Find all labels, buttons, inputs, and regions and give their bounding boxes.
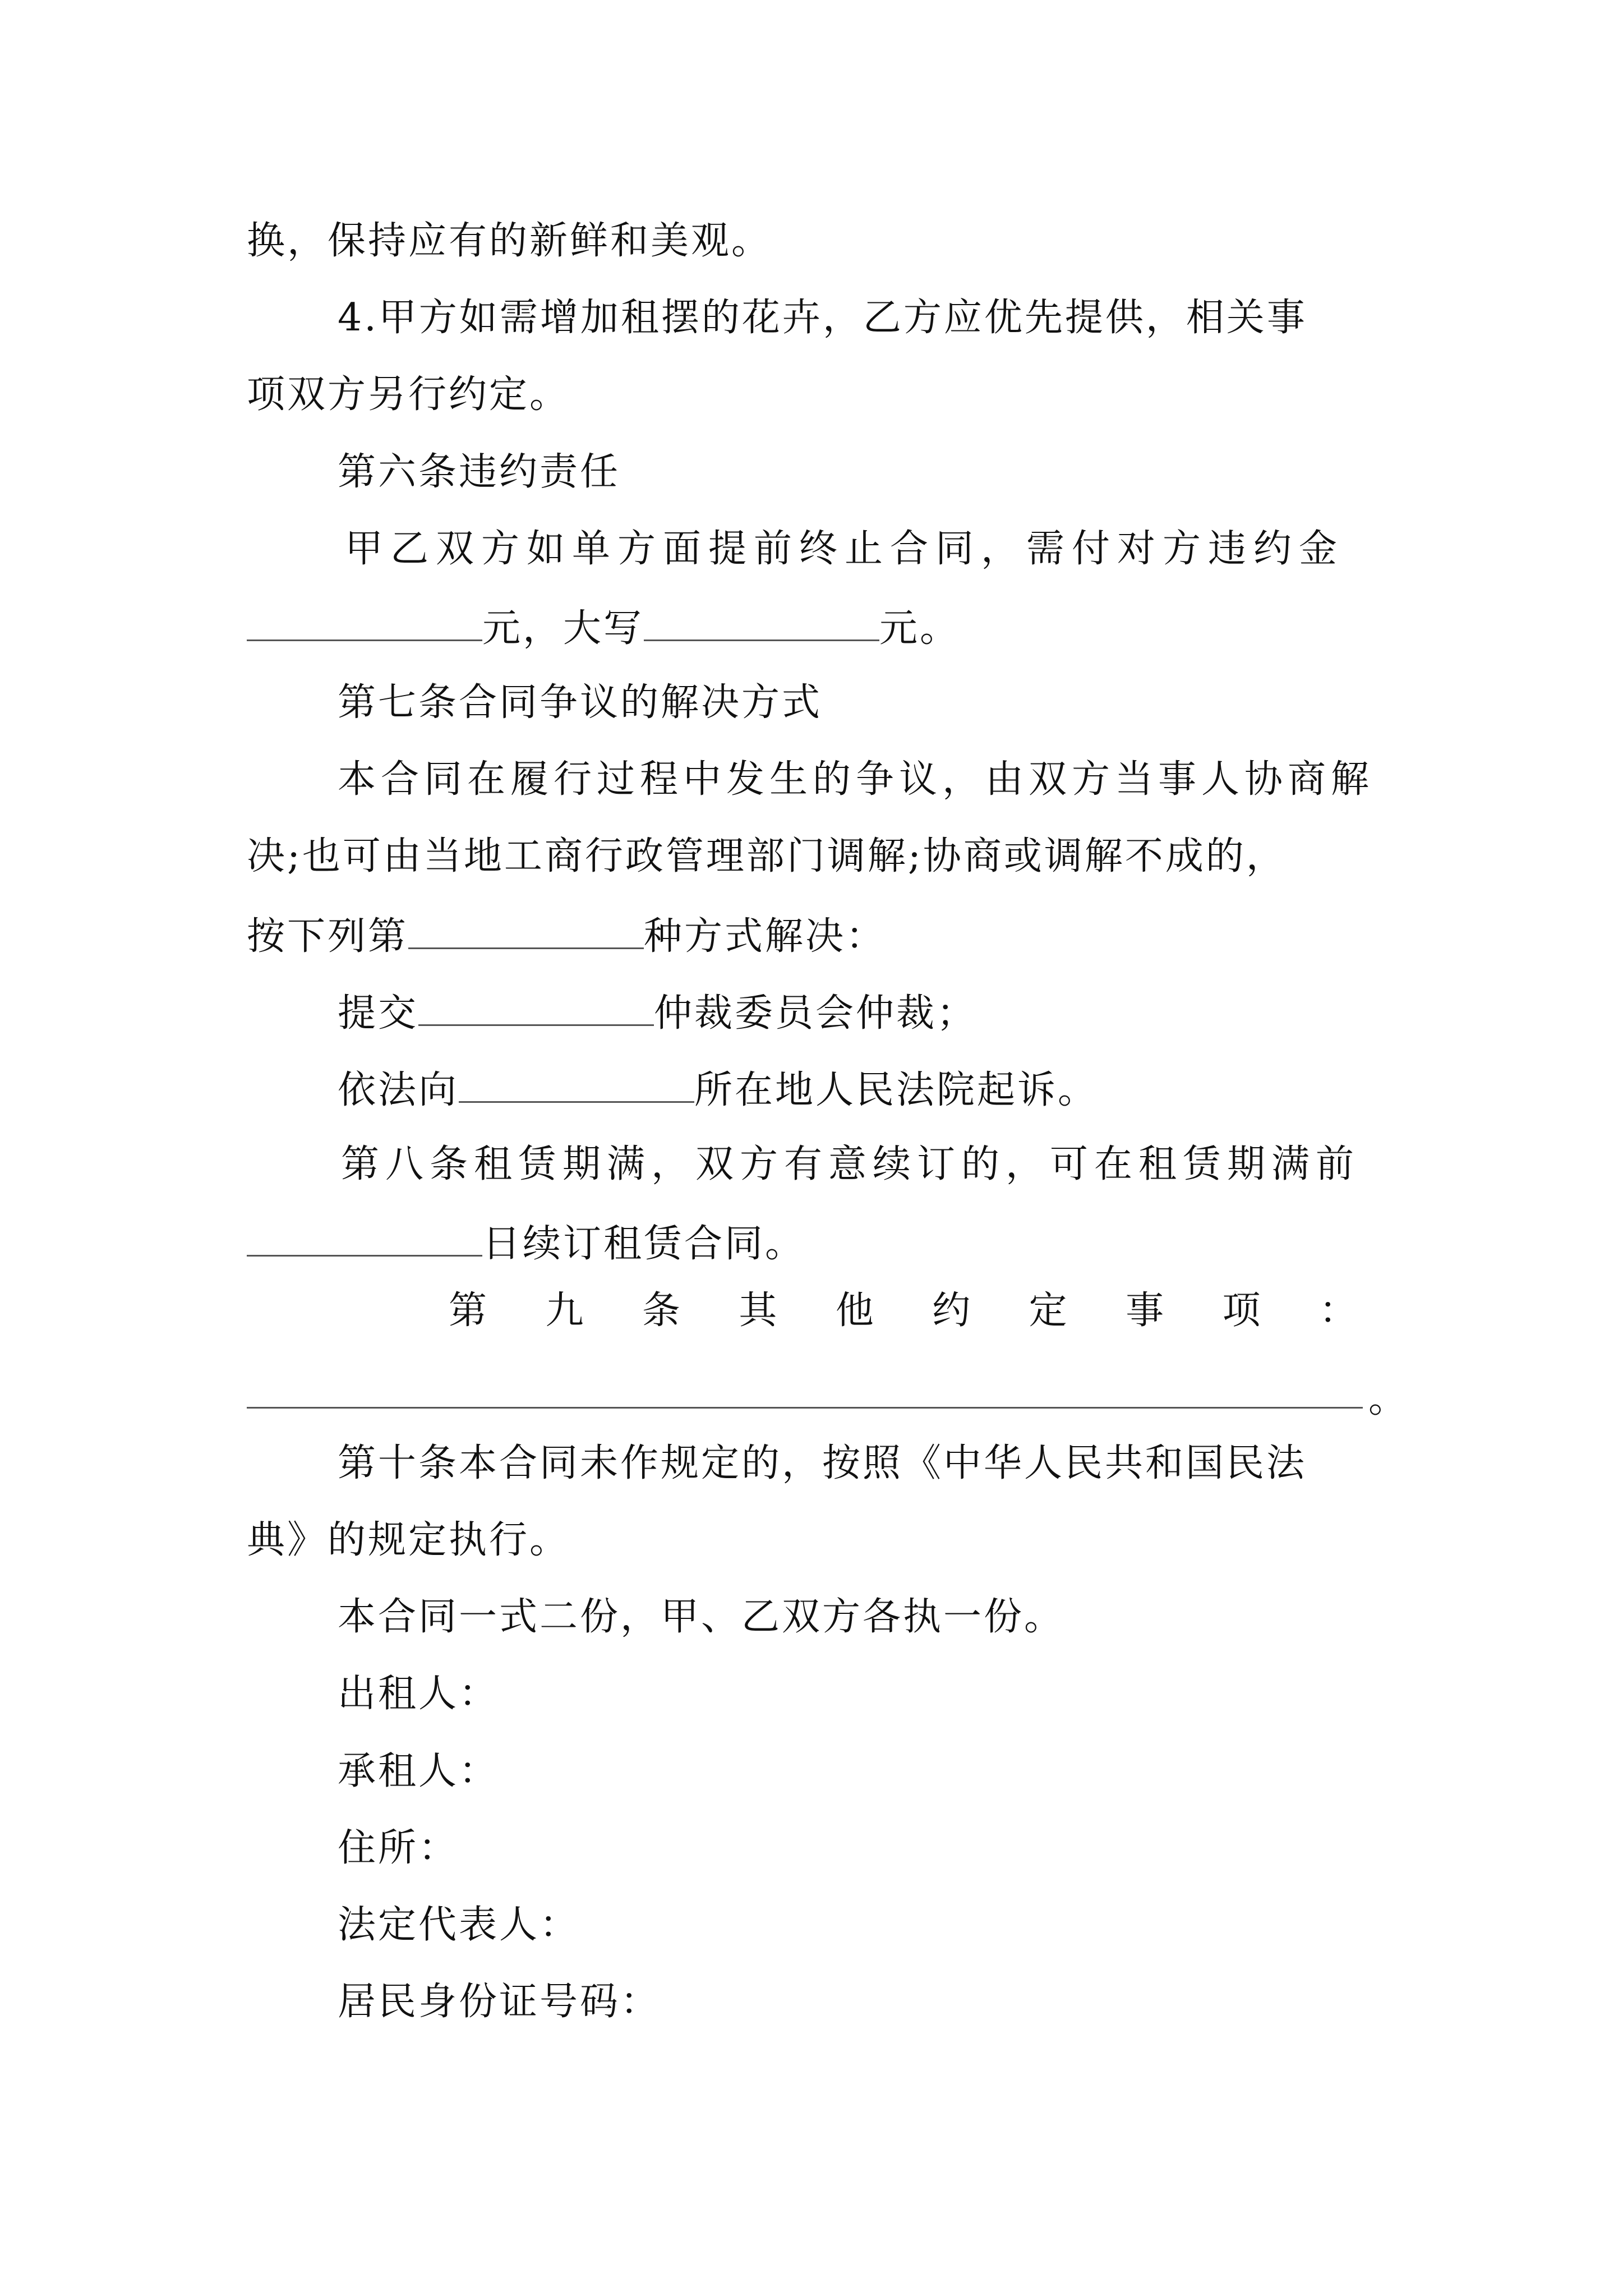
article-9-char: 项 xyxy=(1222,1289,1261,1333)
article-7-line-3 xyxy=(247,914,887,959)
article-8-line-1: 第八条租赁期满，双方有意续订的，可在租赁期满前 xyxy=(341,1142,1361,1186)
clause-4-line-2: 项双方另行约定。 xyxy=(247,372,570,417)
article-9-char: 九 xyxy=(545,1289,584,1333)
article-9-char: 定 xyxy=(1029,1289,1067,1333)
method-number-blank[interactable] xyxy=(408,915,644,949)
legal-representative-label: 法定代表人： xyxy=(338,1903,580,1947)
litigation-suffix: 所在地人民法院起诉。 xyxy=(694,1068,1099,1112)
arbitration-option xyxy=(338,991,978,1036)
article-7-title: 第七条合同争议的解决方式 xyxy=(338,680,823,725)
article-9-char: 条 xyxy=(642,1289,680,1333)
method-suffix: 种方式解决： xyxy=(644,914,887,959)
article-9-char: 其 xyxy=(739,1289,777,1333)
article-9-char: 事 xyxy=(1126,1289,1164,1333)
litigation-prefix: 依法向 xyxy=(338,1068,459,1112)
article-9-char: 他 xyxy=(835,1289,874,1333)
clause-4-line-1: 4.甲方如需增加租摆的花卉，乙方应优先提供，相关事 xyxy=(338,296,1307,340)
other-matters-blank[interactable] xyxy=(247,1407,1363,1409)
yuan-end-label: 元。 xyxy=(879,606,961,651)
article-9-end: 。 xyxy=(1368,1377,1407,1421)
article-6-line-1: 甲乙双方如单方面提前终止合同，需付对方违约金 xyxy=(345,527,1345,571)
article-9-title xyxy=(449,1289,1357,1333)
renewal-suffix: 日续订租赁合同。 xyxy=(482,1222,806,1266)
article-6-title: 第六条违约责任 xyxy=(338,450,621,494)
article-6-line-2 xyxy=(247,606,961,651)
article-9-char: ： xyxy=(1318,1289,1357,1333)
article-7-line-2: 决;也可由当地工商行政管理部门调解;协商或调解不成的， xyxy=(247,834,1287,878)
renewal-days-blank[interactable] xyxy=(247,1222,482,1257)
yuan-capital-label: 元，大写 xyxy=(482,606,644,651)
id-number-label: 居民身份证号码： xyxy=(338,1980,661,2024)
article-10-line-1: 第十条本合同未作规定的，按照《中华人民共和国民法 xyxy=(338,1441,1307,1485)
address-label: 住所： xyxy=(338,1826,459,1870)
arbitration-committee-blank[interactable] xyxy=(418,992,654,1026)
article-10-line-2: 典》的规定执行。 xyxy=(247,1518,570,1562)
article-7-line-1: 本合同在履行过程中发生的争议，由双方当事人协商解 xyxy=(338,757,1375,802)
penalty-capital-blank[interactable] xyxy=(644,607,879,641)
arbitration-prefix: 提交 xyxy=(338,991,419,1036)
arbitration-suffix: 仲裁委员会仲裁； xyxy=(654,991,978,1036)
copies-statement: 本合同一式二份，甲、乙双方各执一份。 xyxy=(338,1595,1065,1639)
article-8-line-2 xyxy=(247,1222,806,1266)
method-prefix: 按下列第 xyxy=(247,914,409,959)
article-9-char: 第 xyxy=(449,1289,487,1333)
lessor-label: 出租人： xyxy=(338,1672,500,1716)
article-9-char: 约 xyxy=(932,1289,971,1333)
litigation-option xyxy=(338,1069,1098,1110)
clause-3-tail: 换，保持应有的新鲜和美观。 xyxy=(247,219,772,263)
court-location-blank[interactable] xyxy=(459,1069,694,1103)
lessee-label: 承租人： xyxy=(338,1749,500,1793)
penalty-amount-blank[interactable] xyxy=(247,607,482,641)
